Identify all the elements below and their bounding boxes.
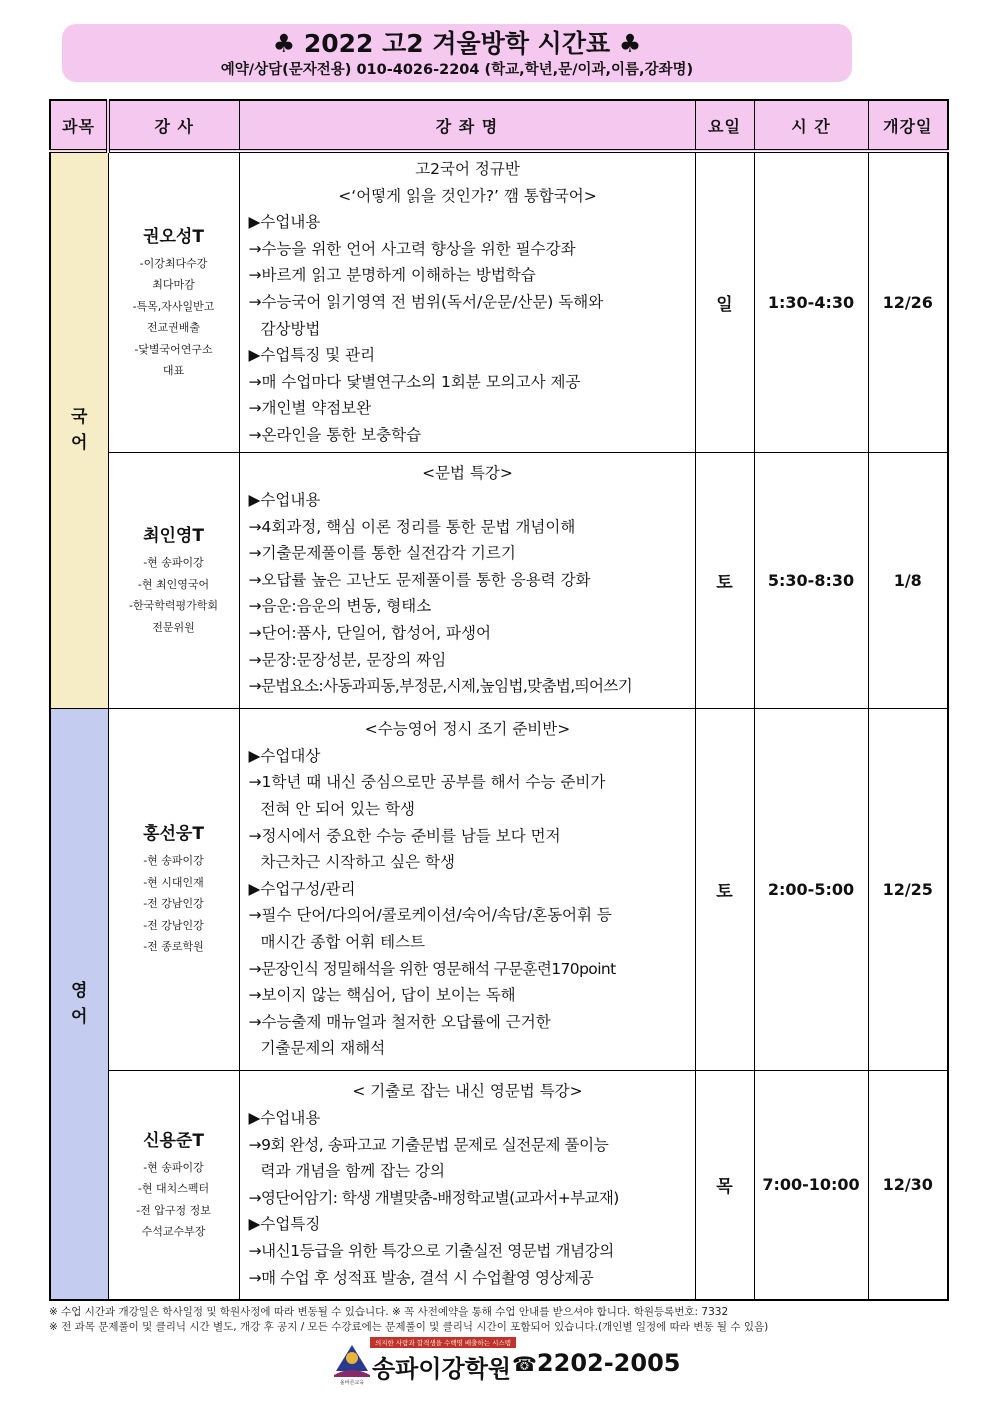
class-time: 1:30-4:30 <box>754 151 868 452</box>
teacher-info: -전 강남인강 <box>143 918 204 932</box>
teacher-name: 최인영T <box>143 526 204 547</box>
course-title: < 기출로 잡는 내신 영문법 특강> <box>352 1082 583 1101</box>
course-line: →개인별 약점보완 <box>248 399 372 418</box>
teacher-info: -특목,자사일반고 <box>132 299 215 313</box>
teacher-cell <box>108 708 239 1070</box>
start-date: 12/30 <box>868 1070 948 1300</box>
teacher-info: 수석교수부장 <box>141 1225 206 1239</box>
course-line: →매 수업 후 성적표 발송, 결석 시 수업촬영 영상제공 <box>248 1268 594 1287</box>
teacher-info: -이강최다수강 <box>139 256 208 270</box>
teacher-cell <box>108 151 239 452</box>
course-line: →온라인을 통한 보충학습 <box>248 425 422 444</box>
course-line: →수능출제 매뉴얼과 철저한 오답률에 근거한 <box>248 1012 551 1031</box>
course-line: →매 수업마다 닻별연구소의 1회분 모의고사 제공 <box>248 372 581 391</box>
course-line: →단어:품사, 단일어, 합성어, 파생어 <box>248 623 491 642</box>
course-line: 력과 개념을 함께 잡는 강의 <box>260 1162 445 1181</box>
course-line: →4회과정, 핵심 이론 정리를 통한 문법 개념이해 <box>248 517 576 536</box>
contact-subtitle: 예약/상담(문자전용) 010-4026-2204 (학교,학년,문/이과,이름,강좌명) <box>220 62 694 78</box>
course-line: →수능을 위한 언어 사고력 향상을 위한 필수강좌 <box>248 239 576 258</box>
table-row <box>50 452 948 708</box>
academy-brand <box>330 1337 681 1387</box>
teacher-cell <box>108 452 239 708</box>
teacher-info: -전 종로학원 <box>143 940 204 954</box>
teacher-name: 신용준T <box>143 1130 204 1151</box>
teacher-info: -현 송파이강 <box>143 854 204 868</box>
course-line: ▶수업특징 및 관리 <box>248 346 376 365</box>
course-line: ▶수업내용 <box>248 1109 321 1127</box>
course-line: →기출문제풀이를 통한 실전감각 기르기 <box>248 544 516 563</box>
title-banner <box>62 24 852 82</box>
course-title: 고2국어 정규반 <box>415 160 520 178</box>
teacher-info: -현 시대인재 <box>143 875 204 889</box>
course-line: ▶수업구성/관리 <box>248 879 356 898</box>
footer-note-1: ※ 수업 시간과 개강일은 학사일정 및 학원사정에 따라 변동될 수 있습니다. ※ 꼭 사전예약을 통해 수업 안내를 받으셔야 합니다. 학원등록번호: 7332 <box>49 1306 729 1318</box>
course-line: →1학년 때 내신 중심으로만 공부를 해서 수능 준비가 <box>248 773 606 792</box>
phone-icon: ☎ <box>512 1352 537 1376</box>
header-teacher: 강 사 <box>108 100 239 151</box>
course-line: →정시에서 중요한 수능 준비를 남들 보다 먼저 <box>248 826 561 845</box>
course-line: →영단어암기: 학생 개별맞춤-배정학교별(교과서+부교재) <box>248 1188 619 1207</box>
course-line: →문장:문장성분, 문장의 짜임 <box>248 650 447 669</box>
course-cell <box>239 1070 695 1300</box>
class-day: 목 <box>695 1070 754 1300</box>
course-line: 매시간 종합 어휘 테스트 <box>260 932 426 951</box>
teacher-info: -한국학력평가학회 <box>129 599 218 613</box>
course-cell <box>239 708 695 1070</box>
teacher-info: -전 강남인강 <box>143 897 204 911</box>
course-line: →오답률 높은 고난도 문제풀이를 통한 응용력 강화 <box>248 570 591 589</box>
teacher-info: 전문위원 <box>152 620 195 634</box>
subject-korean: 국 어 <box>50 151 108 708</box>
course-cell <box>239 452 695 708</box>
course-line: ▶수업내용 <box>248 213 321 232</box>
course-title: <‘어떻게 읽을 것인가?’ 깸 통합국어> <box>338 186 597 205</box>
start-date: 1/8 <box>868 452 948 708</box>
course-line: →보이지 않는 핵심어, 답이 보이는 독해 <box>248 986 516 1005</box>
course-line: ▶수업내용 <box>248 490 321 509</box>
course-line: 차근차근 시작하고 싶은 학생 <box>260 853 455 872</box>
class-day: 토 <box>695 708 754 1070</box>
teacher-info: 최다마감 <box>152 278 195 292</box>
phone-number: 2202-2005 <box>536 1349 681 1377</box>
academy-logo-icon <box>330 1341 374 1385</box>
page-title: ♣ 2022 고2 겨울방학 시간표 ♣ <box>272 29 642 58</box>
schedule-table <box>49 99 949 1301</box>
course-line: 전혀 안 되어 있는 학생 <box>260 799 415 818</box>
course-line: →수능국어 읽기영역 전 범위(독서/운문/산문) 독해와 <box>248 292 604 311</box>
course-cell <box>239 151 695 452</box>
teacher-info: -현 최인영국어 <box>137 577 210 591</box>
course-line: →9회 완성, 송파고교 기출문법 문제로 실전문제 풀이능 <box>248 1135 609 1154</box>
course-line: →음운:음운의 변동, 형태소 <box>248 597 432 616</box>
brand-name: 송파이강학원 <box>372 1355 512 1383</box>
start-date: 12/25 <box>868 708 948 1070</box>
table-row <box>50 708 948 1070</box>
course-line: ▶수업대상 <box>248 746 321 765</box>
teacher-info: -현 대치스펙터 <box>137 1182 210 1196</box>
course-line: 기출문제의 재해석 <box>260 1039 386 1058</box>
table-row <box>50 1070 948 1300</box>
teacher-info: 대표 <box>162 364 185 378</box>
brand-phone-number <box>512 1349 680 1377</box>
class-day: 일 <box>695 151 754 452</box>
class-day: 토 <box>695 452 754 708</box>
table-row <box>50 151 948 452</box>
header-subject: 과목 <box>50 100 108 151</box>
teacher-cell <box>108 1070 239 1300</box>
teacher-info: -현 송파이강 <box>143 1160 204 1174</box>
table-header-row <box>50 100 948 151</box>
course-title: <문법 특강> <box>422 464 513 483</box>
header-start-date: 개강일 <box>868 100 948 151</box>
class-time: 2:00-5:00 <box>754 708 868 1070</box>
course-line: 감상방법 <box>260 319 321 338</box>
header-course: 강 좌 명 <box>239 100 695 151</box>
course-title: <수능영어 정시 조기 준비반> <box>364 720 571 739</box>
teacher-info: -전 압구정 정보 <box>136 1203 211 1217</box>
brand-tagline: 의지한 사람과 합격생을 수백명 배출하는 시스템 <box>370 1337 516 1348</box>
course-line: →내신1등급을 위한 특강으로 기출실전 영문법 개념강의 <box>248 1241 614 1260</box>
teacher-info: -현 송파이강 <box>143 556 204 570</box>
course-line: →문장인식 정밀해석을 위한 영문해석 구문훈련170point <box>248 959 616 978</box>
teacher-name: 권오성T <box>143 226 204 247</box>
course-line: →바르게 읽고 분명하게 이해하는 방법학습 <box>248 266 536 285</box>
header-day: 요일 <box>695 100 754 151</box>
class-time: 5:30-8:30 <box>754 452 868 708</box>
footer-note-2: ※ 전 과목 문제풀이 및 클리닉 시간 별도, 개강 후 공지 / 모든 수강료에는 문제풀이 및 클리닉 시간이 포함되어 있습니다.(개인별 일정에 따라 변동 될 수 있음) <box>49 1321 769 1333</box>
teacher-name: 홍선웅T <box>143 824 204 845</box>
start-date: 12/26 <box>868 151 948 452</box>
header-time: 시 간 <box>754 100 868 151</box>
subject-english: 영 어 <box>50 708 108 1300</box>
teacher-info: 전교권배출 <box>146 321 201 335</box>
svg-text:올바른교육: 올바른교육 <box>339 1380 365 1385</box>
course-line: →문법요소:사동과피동,부정문,시제,높임법,맞춤법,띄어쓰기 <box>248 677 633 696</box>
teacher-info: -닻별국어연구소 <box>134 342 213 356</box>
course-line: →필수 단어/다의어/콜로케이션/숙어/속담/혼동어휘 등 <box>248 906 612 925</box>
course-line: ▶수업특징 <box>248 1215 321 1234</box>
class-time: 7:00-10:00 <box>754 1070 868 1300</box>
